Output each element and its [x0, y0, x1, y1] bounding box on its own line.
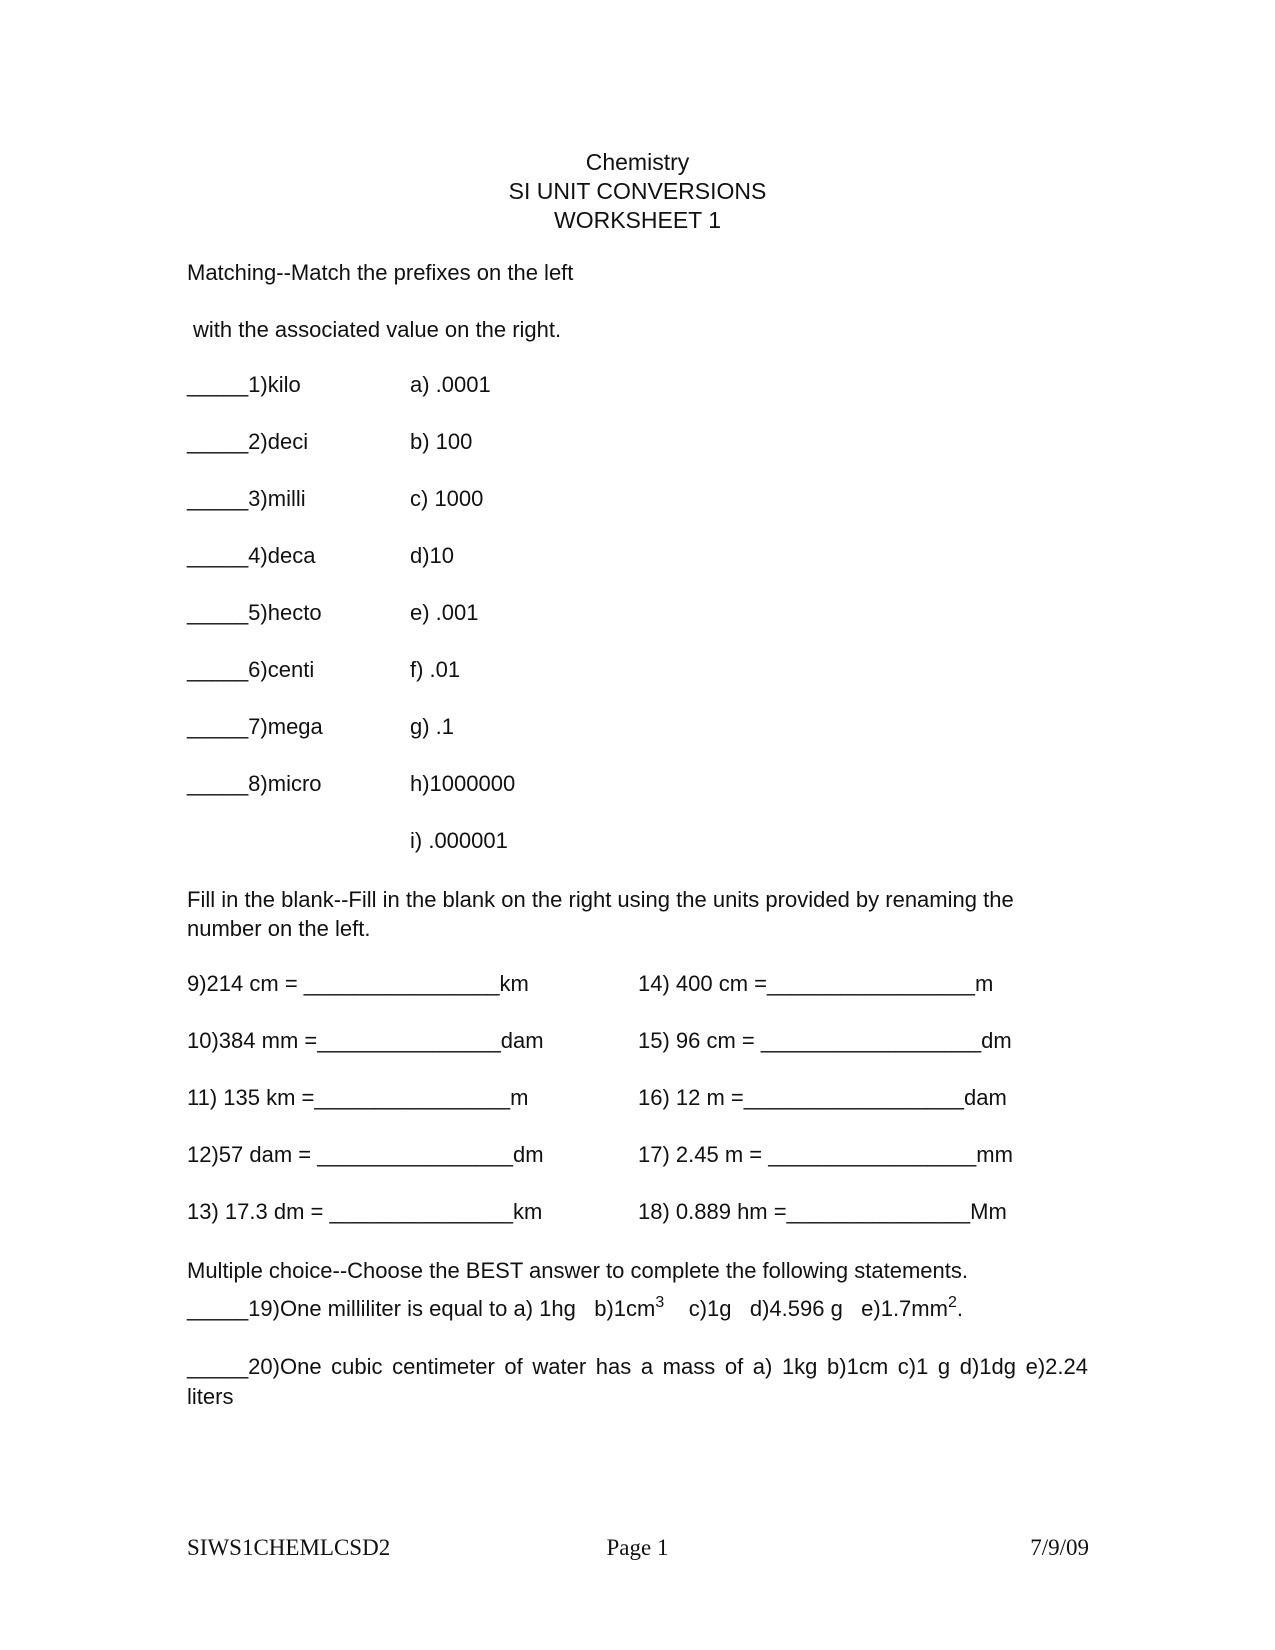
prefix-item: _____2)deci	[187, 429, 309, 454]
value-item: g) .1	[410, 714, 455, 739]
title-subject: Chemistry	[585, 149, 690, 175]
footer-page-number: Page 1	[606, 1535, 669, 1560]
fill-blank-row	[187, 1028, 1087, 1058]
matching-row	[187, 486, 887, 516]
fill-blank-row	[187, 971, 1087, 1001]
fill-blank-row	[187, 1085, 1087, 1115]
value-item: i) .000001	[410, 828, 508, 853]
matching-instruction-1: Matching--Match the prefixes on the left	[187, 260, 574, 285]
value-item: e) .001	[410, 600, 479, 625]
fill-blank-row	[187, 1199, 1087, 1229]
title-block	[0, 148, 1275, 235]
question-19-text-middle: c)1g d)4.596 g e)1.7mm	[664, 1296, 948, 1321]
matching-row	[187, 657, 887, 687]
value-item: h)1000000	[410, 771, 516, 796]
question-20: _____20)One cubic centimeter of water has a mass of a) 1kg b)1cm c)1 g d)1dg e)2.24 liters	[187, 1354, 1088, 1409]
fill-blank-question: 17) 2.45 m = _________________mm	[638, 1142, 1013, 1167]
question-19-text-before: _____19)One milliliter is equal to a) 1hg b)1cm	[187, 1296, 656, 1321]
matching-row	[187, 714, 887, 744]
question-19-text-after: .	[956, 1296, 963, 1321]
fill-blank-question: 12)57 dam = ________________dm	[187, 1142, 544, 1167]
fill-blank-question: 9)214 cm = ________________km	[187, 971, 529, 996]
fill-blank-question: 15) 96 cm = __________________dm	[638, 1028, 1012, 1053]
fill-blank-question: 11) 135 km =________________m	[187, 1085, 529, 1110]
fill-blank-question: 14) 400 cm =_________________m	[638, 971, 994, 996]
prefix-item: _____8)micro	[187, 771, 322, 796]
superscript-2: 2	[947, 1294, 957, 1311]
question-19	[187, 1294, 1088, 1324]
prefix-item: _____4)deca	[187, 543, 316, 568]
fill-blank-row	[187, 1142, 1087, 1172]
prefix-item: _____7)mega	[187, 714, 323, 739]
title-topic: SI UNIT CONVERSIONS	[508, 178, 767, 204]
value-item: c) 1000	[410, 486, 484, 511]
title-worksheet: WORKSHEET 1	[554, 207, 721, 233]
prefix-item: _____1)kilo	[187, 372, 301, 397]
fill-blank-question: 13) 17.3 dm = _______________km	[187, 1199, 543, 1224]
matching-row	[187, 429, 887, 459]
matching-row	[187, 828, 887, 858]
matching-row	[187, 543, 887, 573]
prefix-item: _____3)milli	[187, 486, 306, 511]
footer-document-code: SIWS1CHEMLCSD2	[187, 1535, 391, 1560]
superscript-3: 3	[655, 1294, 665, 1311]
matching-row	[187, 600, 887, 630]
footer-date: 7/9/09	[1030, 1535, 1089, 1560]
value-item: f) .01	[410, 657, 461, 682]
prefix-item: _____6)centi	[187, 657, 315, 682]
matching-row	[187, 771, 887, 801]
prefix-item: _____5)hecto	[187, 600, 322, 625]
fill-blank-question: 16) 12 m =__________________dam	[638, 1085, 1007, 1110]
value-item: b) 100	[410, 429, 473, 454]
fill-blank-instruction: Fill in the blank--Fill in the blank on the right using the units provided by renaming the number on the left.	[187, 887, 1014, 941]
value-item: d)10	[410, 543, 455, 568]
multiple-choice-instruction: Multiple choice--Choose the BEST answer to complete the following statements.	[187, 1258, 968, 1283]
fill-blank-question: 18) 0.889 hm =_______________Mm	[638, 1199, 1007, 1224]
matching-instruction-2: with the associated value on the right.	[193, 317, 562, 342]
matching-row	[187, 372, 887, 402]
fill-blank-question: 10)384 mm =_______________dam	[187, 1028, 544, 1053]
value-item: a) .0001	[410, 372, 491, 397]
